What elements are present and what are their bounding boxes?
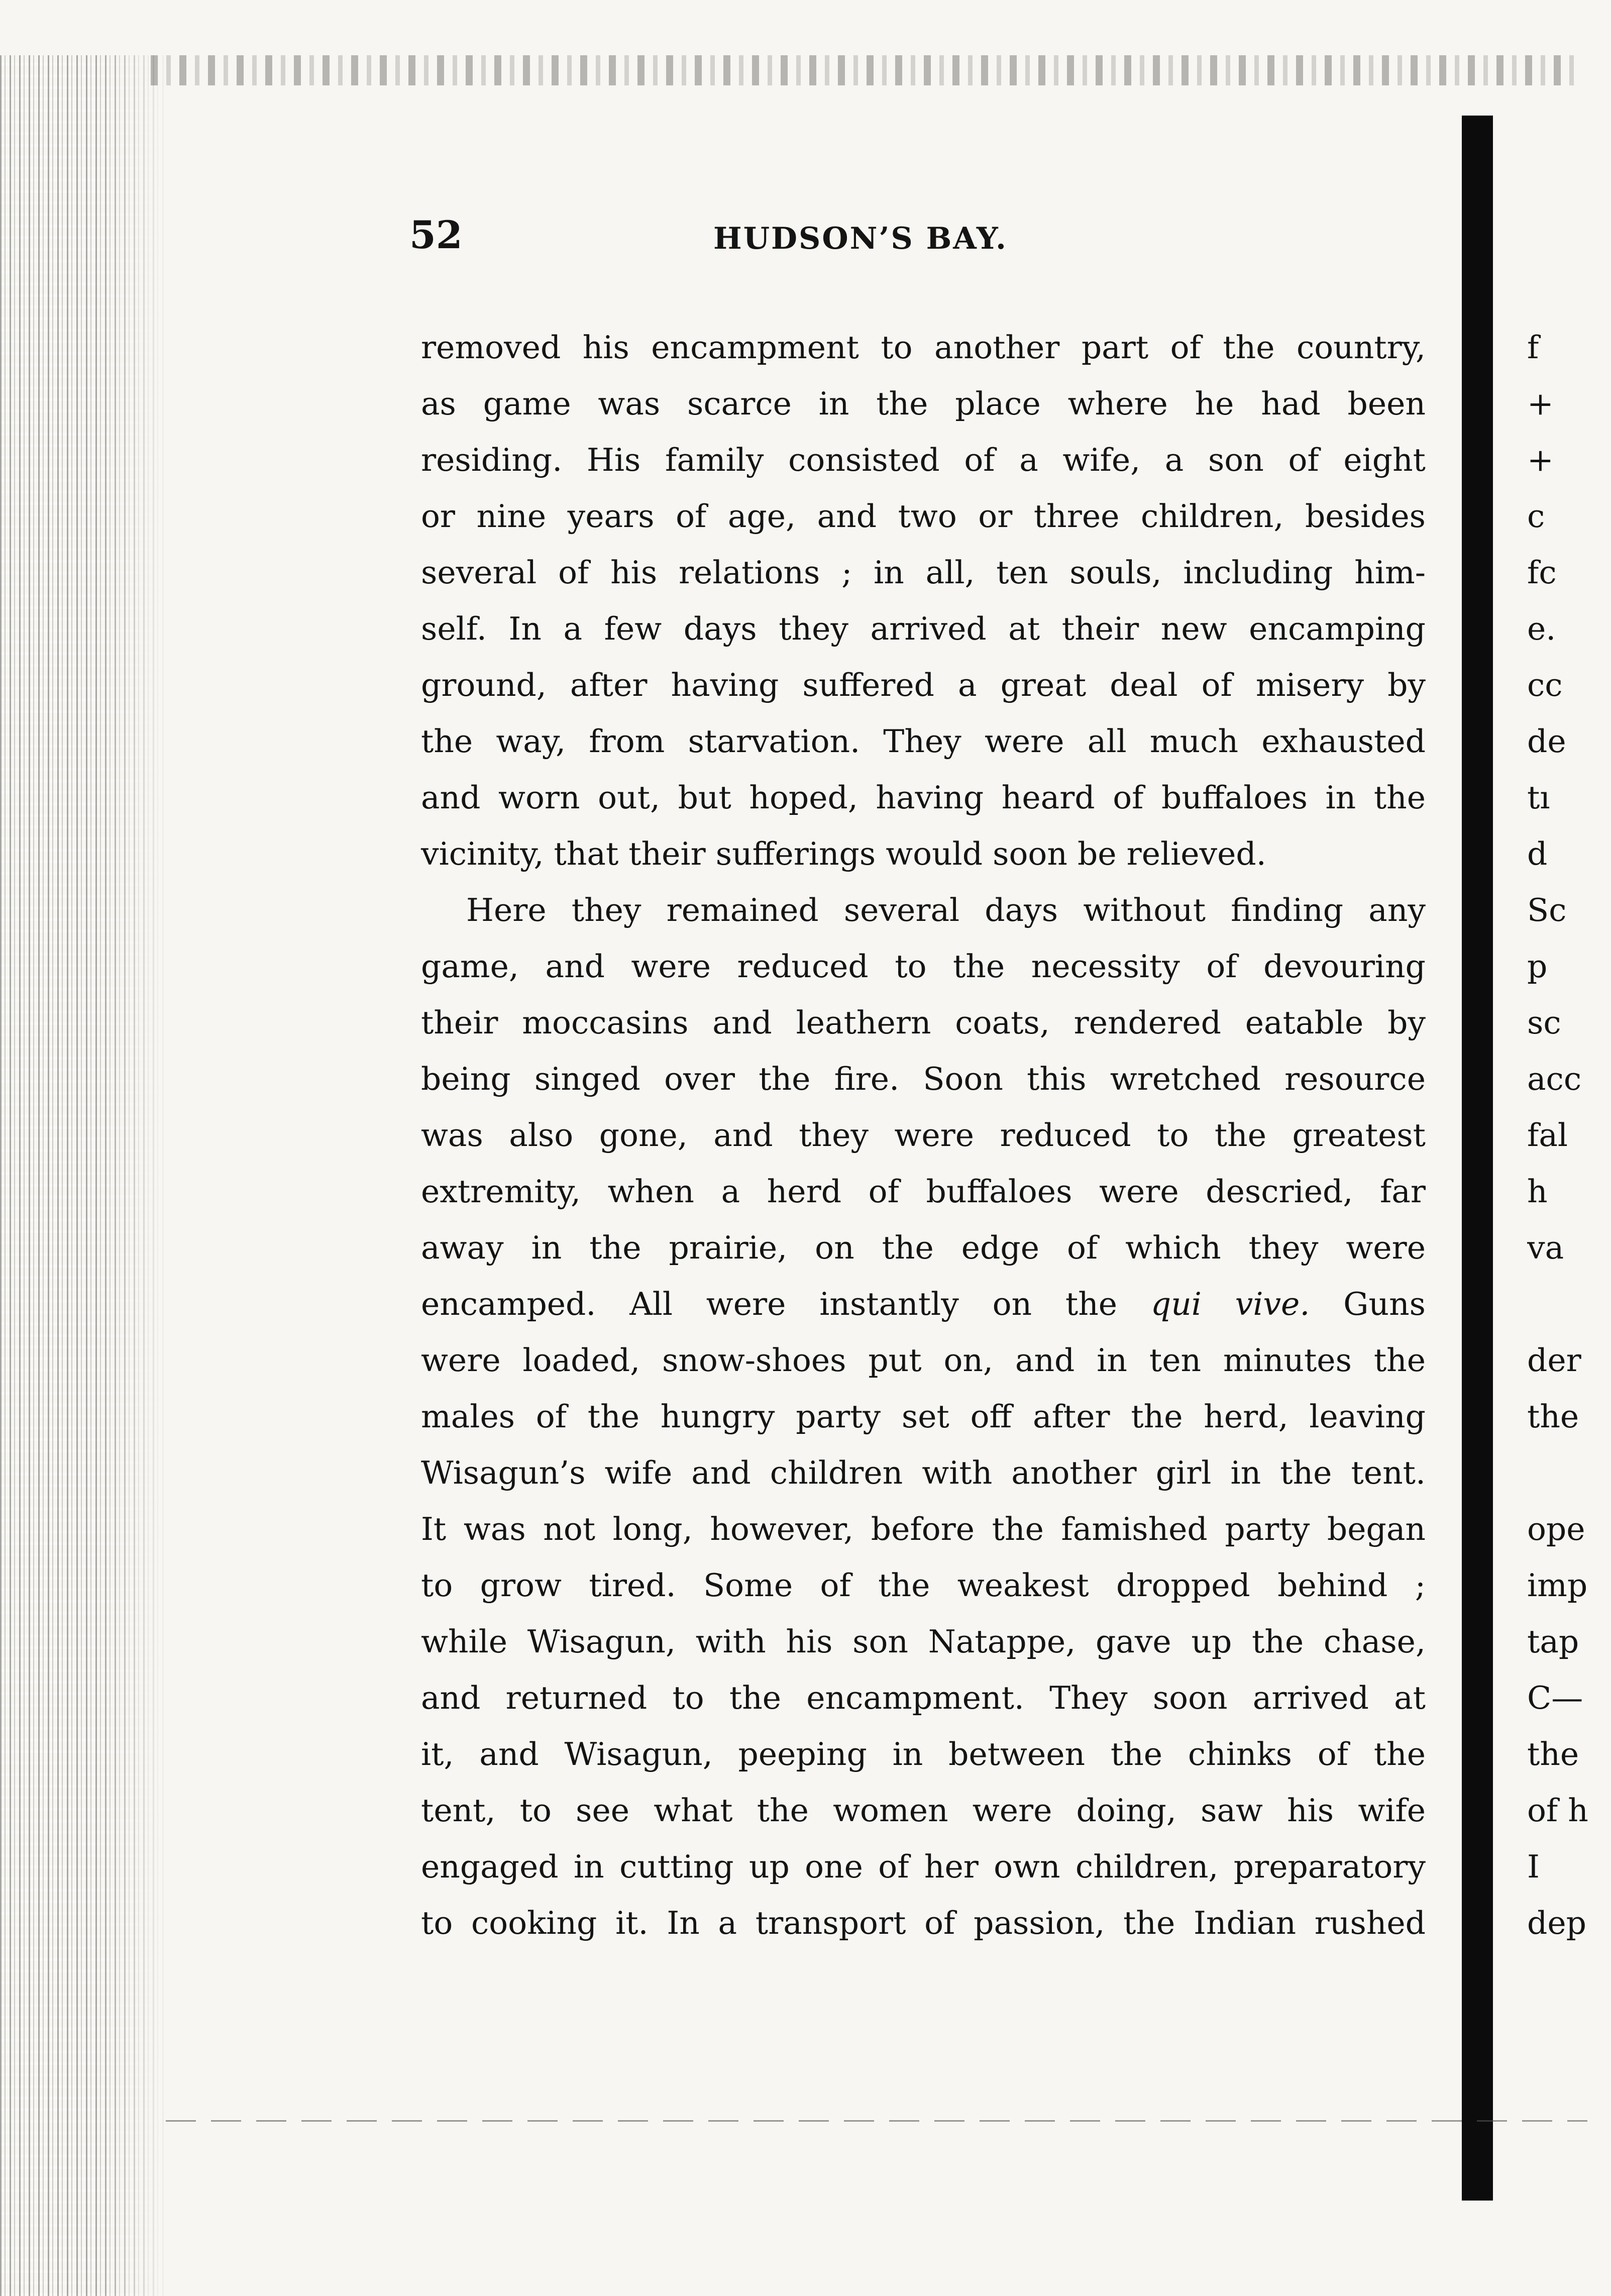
- text-line: vicinity, that their sufferings would soon be relieved.: [421, 836, 1266, 872]
- right-page-edge: [1462, 116, 1493, 2201]
- bleed-fragment: fc: [1527, 554, 1557, 591]
- text-line: to grow tired. Some of the weakest dropped behind ;: [421, 1567, 1426, 1604]
- text-segment: Guns: [1310, 1286, 1426, 1322]
- bleed-fragment: +: [1527, 385, 1554, 422]
- bleed-fragment: der: [1527, 1342, 1581, 1379]
- text-line: tent, to see what the women were doing, saw his wife: [421, 1792, 1426, 1829]
- text-line: extremity, when a herd of buffaloes were descried, far: [421, 1173, 1426, 1210]
- bleed-fragment: cc: [1527, 667, 1563, 703]
- bleed-fragment: the: [1527, 1736, 1579, 1772]
- text-segment: encamped. All were instantly on the: [421, 1286, 1151, 1322]
- bleed-fragment: tap: [1527, 1623, 1579, 1660]
- text-line: Wisagun’s wife and children with another girl in the tent.: [421, 1454, 1426, 1491]
- text-line-with-italic: [421, 1276, 1426, 1332]
- text-line: it, and Wisagun, peeping in between the chinks of the: [421, 1736, 1426, 1772]
- bleed-fragment: [1527, 1276, 1611, 1332]
- bleed-fragment: fal: [1527, 1117, 1568, 1154]
- bleed-fragment: d: [1527, 836, 1548, 872]
- bleed-fragment: acc: [1527, 1061, 1582, 1097]
- bleed-fragment: va: [1527, 1229, 1564, 1266]
- bleed-fragment: f: [1527, 329, 1539, 366]
- italic-phrase: qui vive.: [1150, 1286, 1310, 1322]
- text-line: ground, after having suffered a great deal of misery by: [421, 667, 1426, 703]
- bleed-fragment: sc: [1527, 1004, 1561, 1041]
- bottom-scan-line: [166, 2120, 1587, 2122]
- body-text: [421, 320, 1426, 1951]
- bleed-fragment: e.: [1527, 610, 1556, 647]
- text-line: their moccasins and leathern coats, rendered eatable by: [421, 1004, 1426, 1041]
- top-scan-edge: [151, 55, 1577, 85]
- text-line: and returned to the encampment. They soon arrived at: [421, 1680, 1426, 1716]
- bleed-fragment: c: [1527, 498, 1545, 535]
- text-line: as game was scarce in the place where he had been: [421, 385, 1426, 422]
- text-line: males of the hungry party set off after the herd, leaving: [421, 1398, 1426, 1435]
- bleed-fragment: ope: [1527, 1511, 1585, 1547]
- bleed-fragment: dep: [1527, 1905, 1586, 1941]
- text-line: being singed over the fire. Soon this wretched resource: [421, 1061, 1426, 1097]
- text-line: or nine years of age, and two or three children, besides: [421, 498, 1426, 535]
- bleed-fragment: imp: [1527, 1567, 1588, 1604]
- text-line: the way, from starvation. They were all much exhausted: [421, 723, 1426, 760]
- bleed-fragment: [1527, 1445, 1611, 1501]
- bleed-fragment: I: [1527, 1848, 1540, 1885]
- bleed-fragment: +: [1527, 442, 1554, 478]
- running-head: HUDSON’S BAY.: [713, 221, 1008, 256]
- bleed-fragment: de: [1527, 723, 1566, 760]
- gutter-fade: [100, 55, 171, 2296]
- bleed-fragment: Sc: [1527, 892, 1567, 928]
- text-line: It was not long, however, before the famished party began: [421, 1511, 1426, 1547]
- bleed-fragment: tı: [1527, 779, 1550, 816]
- text-line: were loaded, snow-shoes put on, and in ten minutes the: [421, 1342, 1426, 1379]
- text-line: removed his encampment to another part of the country,: [421, 329, 1426, 366]
- page-number: 52: [409, 213, 463, 257]
- text-line: to cooking it. In a transport of passion, the Indian rushed: [421, 1905, 1426, 1941]
- text-line: was also gone, and they were reduced to the greatest: [421, 1117, 1426, 1154]
- text-line: Here they remained several days without finding any: [466, 892, 1426, 928]
- text-line: game, and were reduced to the necessity of devouring: [421, 948, 1426, 985]
- bleed-fragment: of h: [1527, 1792, 1588, 1829]
- text-line: and worn out, but hoped, having heard of buffaloes in the: [421, 779, 1426, 816]
- text-line: away in the prairie, on the edge of which they were: [421, 1229, 1426, 1266]
- text-line: self. In a few days they arrived at their new encamping: [421, 610, 1426, 647]
- text-line: several of his relations ; in all, ten souls, including him-: [421, 554, 1426, 591]
- bleed-fragment: the: [1527, 1398, 1579, 1435]
- text-line: residing. His family consisted of a wife, a son of eight: [421, 442, 1426, 478]
- bleed-fragment: C—: [1527, 1680, 1583, 1716]
- bleed-fragment: h: [1527, 1173, 1548, 1210]
- next-page-bleed: [1527, 320, 1611, 1951]
- text-line: engaged in cutting up one of her own children, preparatory: [421, 1848, 1426, 1885]
- bleed-fragment: p: [1527, 948, 1548, 985]
- text-line: while Wisagun, with his son Natappe, gave up the chase,: [421, 1623, 1426, 1660]
